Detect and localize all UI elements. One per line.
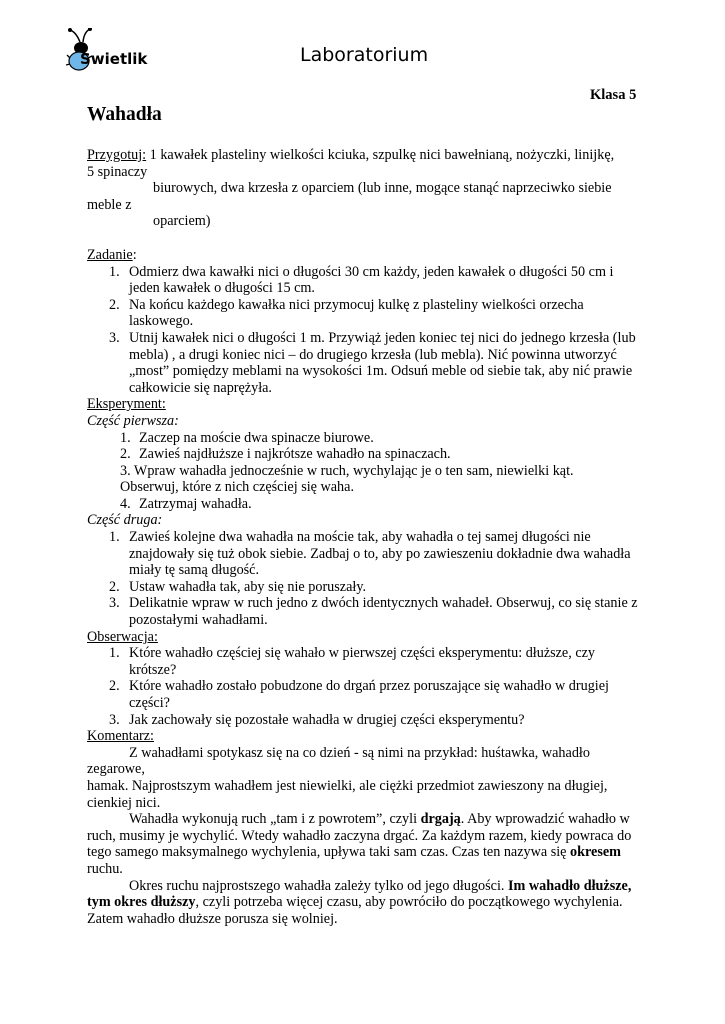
task-label: Zadanie [87, 246, 133, 263]
task-section: Zadanie: 1. Odmierz dwa kawałki nici o długości 30 cm każdy, jeden kawałek o długości 50 cm i jeden kawałek o długości 15 cm. 2. Na końcu każdego kawałka nici przymocuj kulkę z plasteliny wielkości orzecha laskowego. 3. Utnij kawałek nici o długości 1 m. Przywiąż jeden koniec tej nici do jednego krzesła (lub mebla) , a drugi koniec nici – do drugiego krzesła (lub mebla). Nić powinna utworzyć „most” pomiędzy meblami na wysokości 1m. Odsuń meble od siebie tak, aby nić prawie całkowicie się naprężyła. [87, 247, 642, 396]
prepare-line-5: oparciem) [153, 213, 211, 230]
task-item: 3. Utnij kawałek nici o długości 1 m. Przywiąż jeden koniec tej nici do jednego krzesła (lub mebla) , a drugi koniec nici – do drugiego krzesła (lub mebla). Nić powinna utworzyć „most” pomiędzy meblami na wysokości 1m. Odsuń meble od siebie tak, aby nić prawie całkowicie się naprężyła. [109, 329, 636, 396]
part1-item: 1. Zaczep na moście dwa spinacze biurowe. [120, 429, 374, 446]
part2-item: 2. Ustaw wahadła tak, aby się nie poruszały. [109, 578, 367, 595]
comment-paragraph-2: Wahadła wykonują ruch „tam i z powrotem”, czyli drgają. Aby wprowadzić wahadło w ruch, musimy je wychylić. Wtedy wahadło zaczyna drgać. Za każdym razem, kiedy powraca do tego samego maksymalnego wychylenia, upływa taki sam czas. Czas ten nazywa się okresem ruchu. [87, 811, 632, 877]
task-item: 1. Odmierz dwa kawałki nici o długości 30 cm każdy, jeden kawałek o długości 50 cm i jeden kawałek o długości 15 cm. [109, 263, 614, 297]
task-item: 2. Na końcu każdego kawałka nici przymocuj kulkę z plasteliny wielkości orzecha laskowego. [109, 296, 584, 330]
logo [66, 28, 166, 78]
part1-item: 4. Zatrzymaj wahadła. [120, 495, 252, 512]
page-title: Wahadła [87, 104, 162, 125]
prepare-line-4: meble z [87, 196, 132, 213]
part2-item: 3. Delikatnie wpraw w ruch jedno z dwóch identycznych wahadeł. Obserwuj, co się stanie z pozostałymi wahadłami. [109, 595, 638, 629]
observation-label: Obserwacja: [87, 628, 158, 645]
header-title: Laboratorium [300, 44, 429, 66]
part2-item: 1. Zawieś kolejne dwa wahadła na moście tak, aby wahadła o tej samej długości nie znajdowały się tuż obok siebie. Zadbaj o to, aby po zawieszeniu dokładnie dwa wahadła miały tę samą długość. [109, 529, 631, 579]
observation-item: 3. Jak zachowały się pozostałe wahadła w drugiej części eksperymentu? [109, 711, 525, 728]
part1-label: Część pierwsza: [87, 412, 179, 429]
observation-item: 1. Które wahadło częściej się wahało w pierwszej części eksperymentu: dłuższe, czy krótsze? [109, 645, 596, 678]
comment-p1-line-2: zegarowe, [87, 761, 145, 778]
experiment-label: Eksperyment: [87, 396, 166, 413]
comment-section [87, 728, 642, 927]
part1-item: 2. Zawieś najdłuższe i najkrótsze wahadło na spinaczach. [120, 446, 451, 463]
grade-label: Klasa 5 [590, 87, 637, 103]
part1-item-3-line-1: 3. Wpraw wahadła jednocześnie w ruch, wychylając je o ten sam, niewielki kąt. [120, 462, 574, 479]
prepare-section [87, 147, 642, 230]
prepare-label: Przygotuj: [87, 147, 147, 163]
observation-section [87, 629, 642, 729]
comment-p1-line-3: hamak. Najprostszym wahadłem jest niewielki, ale ciężki przedmiot zawieszony na długiej, cienkiej nici. [87, 777, 608, 811]
comment-paragraph-3: Okres ruchu najprostszego wahadła zależy tylko od jego długości. Im wahadło dłuższe, tym okres dłuższy, czyli potrzeba więcej czasu, aby powróciło do początkowego wychylenia. Zatem wahadło dłuższe porusza się wolniej. [87, 877, 632, 927]
document-body [87, 147, 642, 927]
comment-p1-line-1: Z wahadłami spotykasz się na co dzień - są nimi na przykład: huśtawka, wahadło [129, 744, 590, 761]
prepare-line-3: biurowych, dwa krzesła z oparciem (lub inne, mogące stanąć naprzeciwko siebie [153, 180, 612, 197]
observation-item: 2. Które wahadło zostało pobudzone do drgań przez poruszające się wahadło w drugiej części? [109, 678, 609, 711]
experiment-section [87, 396, 642, 628]
comment-label: Komentarz: [87, 728, 154, 745]
prepare-line-2: 5 spinaczy [87, 163, 148, 180]
prepare-line-1: 1 kawałek plasteliny wielkości kciuka, szpulkę nici bawełnianą, nożyczki, linijkę, [146, 147, 615, 163]
part1-item-3-line-2: Obserwuj, które z nich częściej się waha. [120, 479, 354, 496]
part2-label: Część druga: [87, 512, 163, 529]
logo-text: Świetlik [80, 50, 148, 68]
